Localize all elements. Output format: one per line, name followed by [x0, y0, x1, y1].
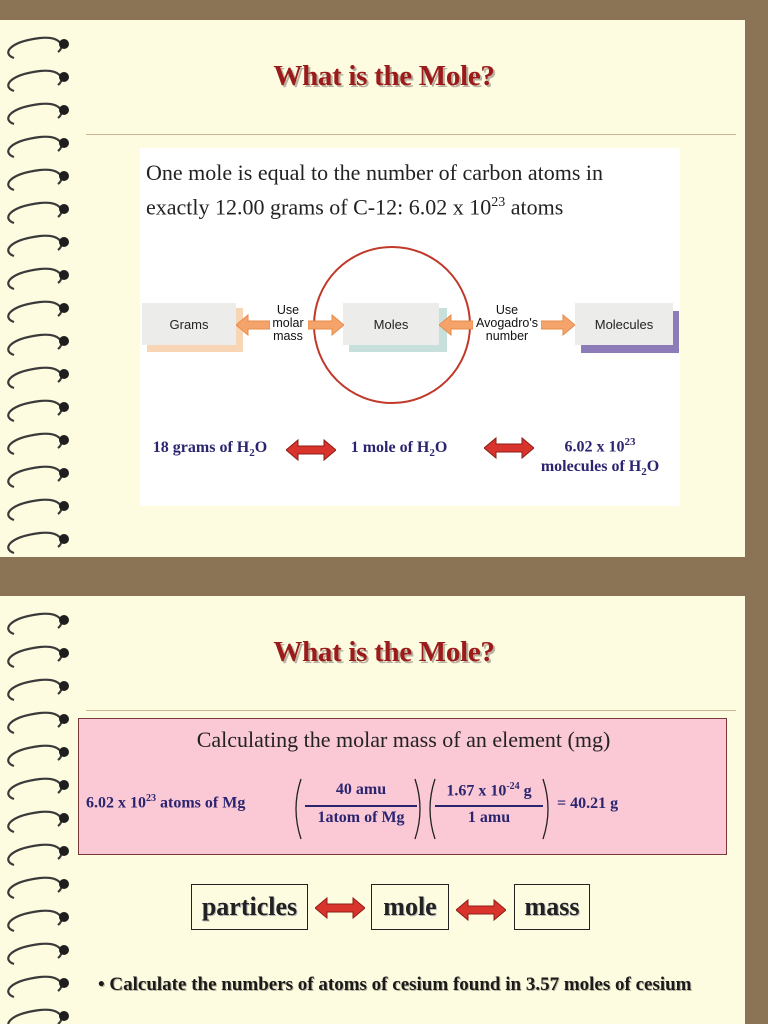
slide-2-title: What is the Mole? [273, 636, 495, 668]
mass-box: mass [514, 884, 590, 930]
fraction-2-denominator: 1 amu [467, 809, 511, 826]
atoms-label: atoms of Mg [156, 794, 246, 812]
molecules-text-end: O [646, 458, 660, 476]
fraction-2-numerator [433, 781, 545, 800]
molar-mass-result: = 40.21 g [557, 795, 619, 812]
fraction-1-bar [305, 805, 417, 807]
content-panel [140, 148, 680, 506]
mole-box: mole [371, 884, 449, 930]
use-molar-mass-label [264, 304, 312, 343]
molar-mass-calculation-box [78, 718, 727, 855]
grams-of-water [140, 438, 280, 463]
definition-line-1: One mole is equal to the number of carbon atoms in [146, 160, 603, 185]
grams-box [142, 303, 236, 345]
molecules-box [575, 303, 673, 345]
grams-subscript: 2 [249, 447, 255, 460]
molecules-of-water [520, 432, 680, 483]
mole-definition [146, 158, 686, 222]
right-arrow-icon [308, 314, 344, 336]
calculation-heading: Calculating the molar mass of an element (mg) [196, 727, 611, 752]
title-divider [86, 134, 736, 135]
cesium-exercise-bullet: • Calculate the numbers of atoms of cesium found in 3.57 moles of cesium [98, 974, 692, 995]
use-avogadro-line-2: Avogadro's [476, 316, 538, 330]
definition-line-2-end: atoms [505, 194, 564, 220]
definition-line-2: exactly 12.00 grams of C-12: 6.02 x 10 [146, 194, 492, 220]
fraction-2-bar [435, 805, 543, 807]
mole-text: 1 mole of H [350, 439, 430, 456]
use-avogadro-line-3: number [485, 329, 529, 343]
use-molar-mass-line-1: Use [276, 303, 300, 317]
fraction-1-numerator: 40 amu [335, 781, 387, 798]
atoms-of-mg [86, 793, 245, 812]
definition-exponent: 23 [491, 195, 506, 210]
fraction-2-exponent: -24 [506, 781, 520, 792]
mole-subscript: 2 [429, 447, 435, 460]
use-avogadro-line-1: Use [495, 303, 519, 317]
double-arrow-icon-4 [456, 898, 506, 922]
atoms-exponent: 23 [146, 793, 156, 804]
use-molar-mass-line-3: mass [273, 329, 303, 343]
left-arrow-icon-2 [439, 314, 473, 336]
grams-text-end: O [254, 439, 268, 456]
molecules-count: 6.02 x 10 [564, 438, 625, 456]
particles-box: particles [191, 884, 308, 930]
spiral-binding [0, 20, 80, 557]
fraction-2-value: 1.67 x 10 [446, 782, 507, 800]
slide-1-title: What is the Mole? [273, 60, 495, 92]
molecules-text: molecules of H [540, 458, 642, 476]
grams-text: 18 grams of H [152, 439, 250, 456]
left-arrow-icon [236, 314, 270, 336]
slide-1 [0, 20, 745, 557]
use-avogadro-label [474, 304, 540, 343]
fraction-2-unit: g [519, 782, 532, 800]
grams-label: Grams [169, 316, 209, 332]
atoms-count: 6.02 x 10 [86, 794, 146, 812]
molecules-label: Molecules [594, 316, 654, 332]
molecules-exponent: 23 [624, 436, 636, 448]
mole-of-water [336, 438, 462, 463]
double-arrow-icon [286, 438, 336, 462]
title-divider-2 [86, 710, 736, 711]
slide-2 [0, 596, 745, 1024]
fraction-1-denominator: 1atom of Mg [317, 809, 405, 826]
moles-box [343, 303, 439, 345]
double-arrow-icon-3 [315, 896, 365, 920]
molecules-subscript: 2 [641, 466, 647, 479]
mole-text-end: O [434, 439, 448, 456]
moles-label: Moles [373, 316, 409, 332]
use-molar-mass-line-2: molar [272, 316, 304, 330]
right-arrow-icon-2 [541, 314, 575, 336]
